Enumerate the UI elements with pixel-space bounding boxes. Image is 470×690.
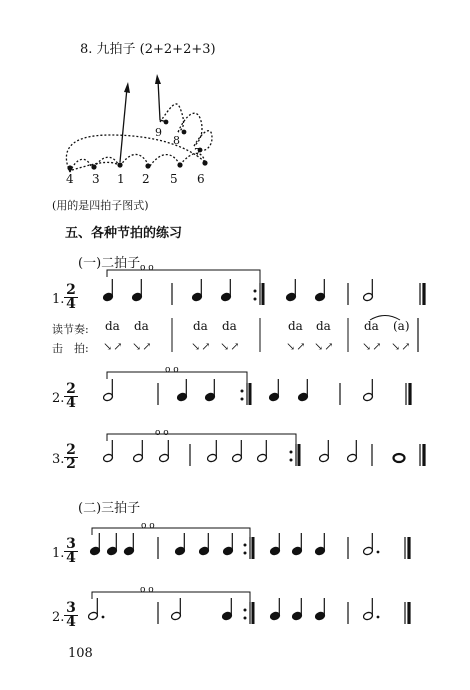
repeat-dot <box>244 609 247 612</box>
exercise-number: 2. <box>52 610 65 625</box>
beat-number: 7 <box>194 146 201 159</box>
exercise-number: 1. <box>52 546 65 561</box>
diagram-caption: (用的是四拍子图式) <box>52 199 149 212</box>
repeat-label: o o <box>155 428 169 438</box>
exercise-number: 2. <box>52 391 65 406</box>
rhythm-label: 读节奏: <box>52 323 89 336</box>
beat-arrow: ↘↗ <box>132 340 153 353</box>
subsection-title: (一)二拍子 <box>78 256 141 271</box>
repeat-dot <box>244 552 247 555</box>
repeat-label: o o <box>141 521 155 531</box>
exercise-number: 1. <box>52 292 65 307</box>
syllable: da <box>105 319 120 333</box>
repeat-bracket <box>107 434 296 448</box>
syllable: da <box>364 319 379 333</box>
repeat-bracket <box>107 270 260 287</box>
repeat-label: o o <box>165 365 179 375</box>
repeat-dot <box>254 298 257 301</box>
syllable: da <box>316 319 331 333</box>
section-5-title: 五、各种节拍的练习 <box>65 226 183 241</box>
beat-number: 6 <box>197 172 205 186</box>
repeat-label: o o <box>140 263 154 273</box>
time-signature: $\frac{3}{4}$ <box>64 602 78 629</box>
beat-number: 4 <box>66 172 74 186</box>
section-8-title: 8. 九拍子 (2+2+2+3) <box>80 42 216 57</box>
beat-arrow: ↘↗ <box>103 340 124 353</box>
syllable: da <box>193 319 208 333</box>
time-signature: $\frac{2}{2}$ <box>64 444 78 471</box>
repeat-dot <box>241 398 244 401</box>
beat-number: 9 <box>155 126 162 139</box>
beat-number: 8 <box>173 134 180 147</box>
repeat-dot <box>290 451 293 454</box>
beat-arrow: ↘↗ <box>314 340 335 353</box>
repeat-bracket <box>92 528 250 542</box>
beat-number: 5 <box>170 172 178 186</box>
repeat-dot <box>244 544 247 547</box>
augmentation-dot <box>102 616 105 619</box>
repeat-bracket <box>92 592 250 606</box>
time-signature: $\frac{3}{4}$ <box>64 538 78 565</box>
syllable: da <box>134 319 149 333</box>
rhythm-label: 击 拍: <box>52 342 89 355</box>
repeat-dot <box>254 290 257 293</box>
time-signature: $\frac{2}{4}$ <box>64 284 78 311</box>
beat-arrow: ↘↗ <box>391 340 412 353</box>
beat-number: 2 <box>142 172 150 186</box>
repeat-bracket <box>107 372 247 386</box>
repeat-label: o o <box>140 585 154 595</box>
time-signature: $\frac{2}{4}$ <box>64 383 78 410</box>
beat-arrow: ↘↗ <box>191 340 212 353</box>
beat-number: 1 <box>117 172 125 186</box>
page-number: 108 <box>68 646 93 661</box>
repeat-dot <box>244 617 247 620</box>
syllable: da <box>222 319 237 333</box>
beat-arrow: ↘↗ <box>362 340 383 353</box>
augmentation-dot <box>377 616 380 619</box>
repeat-dot <box>241 390 244 393</box>
repeat-dot <box>290 459 293 462</box>
augmentation-dot <box>377 551 380 554</box>
syllable: (a) <box>393 319 410 333</box>
tie-arc <box>370 316 400 321</box>
whole-note <box>394 454 405 462</box>
beat-arrow: ↘↗ <box>286 340 307 353</box>
exercise-number: 3. <box>52 452 65 467</box>
syllable: da <box>288 319 303 333</box>
beat-number: 3 <box>92 172 100 186</box>
subsection-title: (二)三拍子 <box>78 501 141 516</box>
beat-arrow: ↘↗ <box>220 340 241 353</box>
